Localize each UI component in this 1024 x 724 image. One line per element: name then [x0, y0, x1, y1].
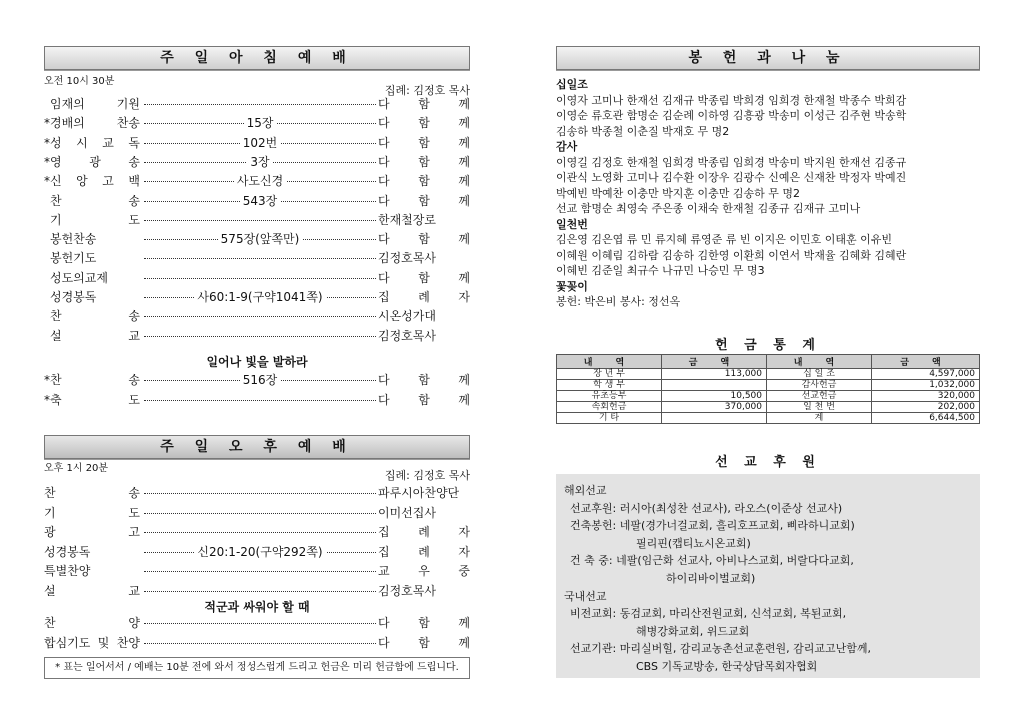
order-row [44, 484, 470, 502]
order-label: 봉헌찬송 [50, 232, 97, 247]
order-content-text: 15장 [244, 116, 277, 130]
morning-officiant: 집례: 김정호 목사 [384, 84, 470, 97]
stats-item: 기 타 [557, 413, 662, 424]
dot-leader [144, 532, 376, 533]
offering-line: 김은영 김은엽 류 민 류지혜 류영준 류 빈 이지은 이민호 이태훈 이유빈 [556, 233, 892, 246]
order-leader: 집 례 자 [378, 544, 470, 559]
order-row [44, 523, 470, 541]
order-leader: 다 함 께 [378, 270, 470, 285]
offering-category: 꽃꽂이 [556, 279, 588, 293]
notice-box [44, 657, 470, 679]
order-row [44, 134, 470, 152]
order-leader: 다 함 께 [378, 232, 470, 247]
order-leader: 다 함 께 [378, 193, 470, 208]
order-content-text: 3장 [247, 155, 272, 169]
order-label: 성경봉독 [44, 544, 91, 559]
dot-leader [144, 336, 376, 337]
order-row [44, 172, 470, 190]
order-content-text: 516장 [240, 373, 281, 387]
order-leader: 다 함 께 [378, 373, 470, 387]
order-row [44, 269, 470, 287]
stats-header-row [557, 355, 980, 369]
order-row [44, 153, 470, 171]
order-label: 찬 송 [44, 486, 140, 500]
mission-line: 하이리바이벌교회) [666, 572, 756, 585]
order-row [44, 192, 470, 210]
offerings-list [556, 77, 980, 310]
order-leader: 파루시아찬양단 [378, 486, 460, 500]
order-leader: 이미선집사 [378, 505, 436, 520]
order-row [44, 562, 470, 580]
order-label: *성 시 교 독 [44, 135, 140, 150]
stats-amount: 4,597,000 [872, 369, 980, 380]
order-row [44, 504, 470, 522]
offerings-header [556, 46, 980, 70]
order-label: 봉헌기도 [50, 251, 97, 266]
stats-amount: 10,500 [662, 391, 767, 402]
stats-title: 헌 금 통 계 [715, 338, 821, 353]
order-label: 기 도 [50, 212, 140, 227]
afternoon-time: 오후 1시 20분 [44, 463, 109, 474]
afternoon-officiant: 집례: 김정호 목사 [384, 469, 470, 482]
stats-amount: 370,000 [662, 402, 767, 413]
order-content [144, 172, 376, 190]
order-leader: 다 함 께 [378, 636, 470, 650]
offering-category: 십일조 [556, 78, 588, 91]
order-row [44, 211, 470, 229]
order-content [144, 371, 376, 389]
stats-item: 유초등부 [557, 391, 662, 402]
dot-leader [144, 623, 376, 624]
order-content [144, 134, 376, 152]
morning-time: 오전 10시 30분 [44, 76, 115, 87]
order-label: 찬 양 [44, 616, 140, 630]
notice-text: * 표는 일어서서 / 예배는 10분 전에 와서 정성스럽게 드리고 헌금은 미리 헌금함에 드립니다. [55, 662, 459, 673]
dot-leader [144, 591, 376, 592]
afternoon-service-title: 주 일 오 후 예 배 [160, 439, 354, 455]
order-content-text: 신20:1-20(구약292쪽) [194, 545, 325, 559]
order-row [44, 249, 470, 267]
dot-leader [144, 104, 376, 105]
dot-leader [144, 400, 376, 401]
offering-category: 감사 [556, 140, 578, 153]
order-row [44, 614, 470, 632]
stats-amount: 1,032,000 [872, 380, 980, 391]
stats-item: 속회헌금 [557, 402, 662, 413]
order-leader: 다 함 께 [378, 174, 470, 189]
stats-amount: 202,000 [872, 402, 980, 413]
morning-sermon-title: 일어나 빛을 발하라 [206, 355, 308, 369]
order-label: 광 고 [44, 525, 140, 539]
stats-item: 계 [767, 413, 872, 424]
order-row [44, 543, 470, 561]
order-leader: 다 함 께 [378, 393, 470, 407]
morning-service-header [44, 46, 470, 70]
order-leader: 김정호목사 [378, 583, 436, 598]
afternoon-sermon-title: 적군과 싸워야 할 때 [204, 600, 310, 614]
order-row [44, 307, 470, 325]
offering-line: 이혜빈 김준일 최규수 나규민 나승민 무 명3 [556, 264, 765, 277]
offering-line: 봉헌: 박은비 봉사: 정선옥 [556, 295, 681, 308]
order-leader: 다 함 께 [378, 135, 470, 150]
offering-stats-table [556, 354, 980, 424]
offering-line: 이영순 류호관 함명순 김순례 이하영 김흥광 박송미 이성근 김주현 박송학 [556, 109, 907, 122]
offering-line: 이관식 노영화 고미나 김수환 이장우 김광수 신예은 신재찬 박정자 박예진 [556, 171, 907, 184]
order-content-text: 사도신경 [234, 174, 286, 188]
order-content [144, 543, 376, 561]
stats-amount: 113,000 [662, 369, 767, 380]
order-label: 성도의교제 [50, 270, 108, 285]
mission-line: 건축봉헌: 네팔(경가너걸교회, 흘리호프교회, 삐라하니교회) [570, 519, 855, 533]
order-label: *축 도 [44, 393, 140, 407]
order-content-text: 사60:1-9(구약1041쪽) [194, 290, 325, 304]
stats-amount: 6,644,500 [872, 413, 980, 424]
order-label: *영 광 송 [44, 154, 140, 169]
offering-line: 박예빈 박예찬 이충만 박지훈 이충만 김송하 무 명2 [556, 186, 800, 200]
dot-leader [144, 258, 376, 259]
offering-line: 이영길 김정호 한재철 임희경 박종림 임희경 박송미 박지원 한재선 김종규 [556, 155, 907, 169]
mission-line: 선교기관: 마리실버힐, 감리교농촌선교훈련원, 감리교고난함께, [570, 642, 871, 656]
offering-category: 일천번 [556, 217, 588, 231]
offering-line: 선교 함명순 최영숙 주은종 이채숙 한재철 김종규 김재규 고미나 [556, 202, 861, 215]
order-label: *찬 송 [44, 373, 140, 387]
stats-row [557, 391, 980, 402]
order-content [144, 192, 376, 210]
dot-leader [144, 571, 376, 572]
stats-header: 금 액 [662, 355, 767, 369]
order-leader: 다 함 께 [378, 97, 470, 111]
stats-item: 일 천 번 [767, 402, 872, 413]
offerings-title: 봉 헌 과 나 눔 [688, 50, 848, 66]
dot-leader [144, 316, 376, 317]
order-content [144, 153, 376, 171]
order-row [44, 95, 470, 113]
order-label: 찬 송 [50, 309, 140, 324]
afternoon-service-header [44, 435, 470, 459]
stats-row [557, 402, 980, 413]
order-row [44, 371, 470, 389]
order-leader: 다 함 께 [378, 116, 470, 131]
stats-header: 금 액 [872, 355, 980, 369]
order-row [44, 288, 470, 306]
order-label: 설 교 [50, 328, 140, 343]
order-leader: 집 례 자 [378, 290, 470, 304]
dot-leader [144, 493, 376, 494]
order-row [44, 230, 470, 248]
order-leader: 한재철장로 [378, 212, 436, 227]
mission-line: 필리핀(캡티뇨시온교회) [636, 536, 751, 550]
order-label: 찬 송 [50, 193, 140, 208]
order-content [144, 288, 376, 306]
order-row [44, 391, 470, 409]
mission-line: 선교후원: 러시아(최성찬 선교사), 라오스(이준상 선교사) [570, 501, 843, 515]
order-label: 설 교 [44, 583, 140, 598]
offering-line: 김송하 박종철 이춘질 박재호 무 명2 [556, 124, 730, 138]
stats-row [557, 369, 980, 380]
dot-leader [144, 643, 376, 644]
mission-line: 비전교회: 동검교회, 마리산전원교회, 신석교회, 복된교회, [570, 607, 847, 621]
dot-leader [144, 278, 376, 279]
order-label: *경배의 찬송 [44, 116, 140, 131]
stats-row [557, 413, 980, 424]
stats-amount [662, 380, 767, 391]
mission-category: 해외선교 [564, 484, 607, 497]
order-leader: 다 함 께 [378, 154, 470, 169]
order-label: 특별찬양 [44, 564, 91, 578]
right-column [556, 0, 980, 724]
order-leader: 다 함 께 [378, 616, 470, 630]
stats-item: 장 년 부 [557, 369, 662, 380]
order-content [144, 230, 376, 248]
order-row [44, 582, 470, 600]
order-leader: 교 우 중 [378, 564, 470, 578]
order-content [144, 114, 376, 132]
stats-item: 십 일 조 [767, 369, 872, 380]
order-leader: 김정호목사 [378, 251, 436, 266]
dot-leader [144, 220, 376, 221]
order-row [44, 634, 470, 652]
offering-line: 이영자 고미나 한재선 김재규 박종림 박희경 임희경 한재철 박종수 박희감 [556, 93, 907, 107]
offering-line: 이혜원 이혜림 김하람 김송하 김한영 이환희 이연서 박재율 김혜화 김혜란 [556, 248, 907, 262]
mission-title: 선 교 후 원 [715, 455, 821, 470]
stats-row [557, 380, 980, 391]
order-leader: 시온성가대 [378, 309, 436, 324]
order-label: 임재의 기원 [50, 97, 140, 111]
left-column [44, 0, 470, 724]
morning-service-title: 주 일 아 침 예 배 [160, 50, 354, 66]
order-row [44, 327, 470, 345]
order-label: 성경봉독 [50, 290, 97, 304]
order-leader: 김정호목사 [378, 328, 436, 343]
order-row [44, 114, 470, 132]
order-leader: 집 례 자 [378, 525, 470, 539]
mission-line: 해병강화교회, 위드교회 [636, 624, 750, 638]
stats-item: 선교헌금 [767, 391, 872, 402]
order-content-text: 102번 [240, 136, 281, 150]
stats-amount: 320,000 [872, 391, 980, 402]
order-content-text: 575장(앞쪽만) [218, 232, 303, 246]
stats-header: 내 역 [557, 355, 662, 369]
mission-line: CBS 기독교방송, 한국상담목회자협회 [636, 660, 818, 673]
stats-header: 내 역 [767, 355, 872, 369]
stats-item: 감사헌금 [767, 380, 872, 391]
order-content-text: 543장 [240, 194, 281, 208]
mission-category: 국내선교 [564, 589, 607, 603]
mission-line: 건 축 중: 네팔(임근화 선교사, 아비나스교회, 버랄다다교회, [570, 554, 854, 568]
order-label: 기 도 [44, 505, 140, 520]
order-label: 합심기도 및 찬양 [44, 636, 140, 650]
stats-item: 학 생 부 [557, 380, 662, 391]
order-label: *신 앙 고 백 [44, 174, 140, 189]
dot-leader [144, 513, 376, 514]
stats-amount [662, 413, 767, 424]
mission-support-box [556, 474, 980, 678]
